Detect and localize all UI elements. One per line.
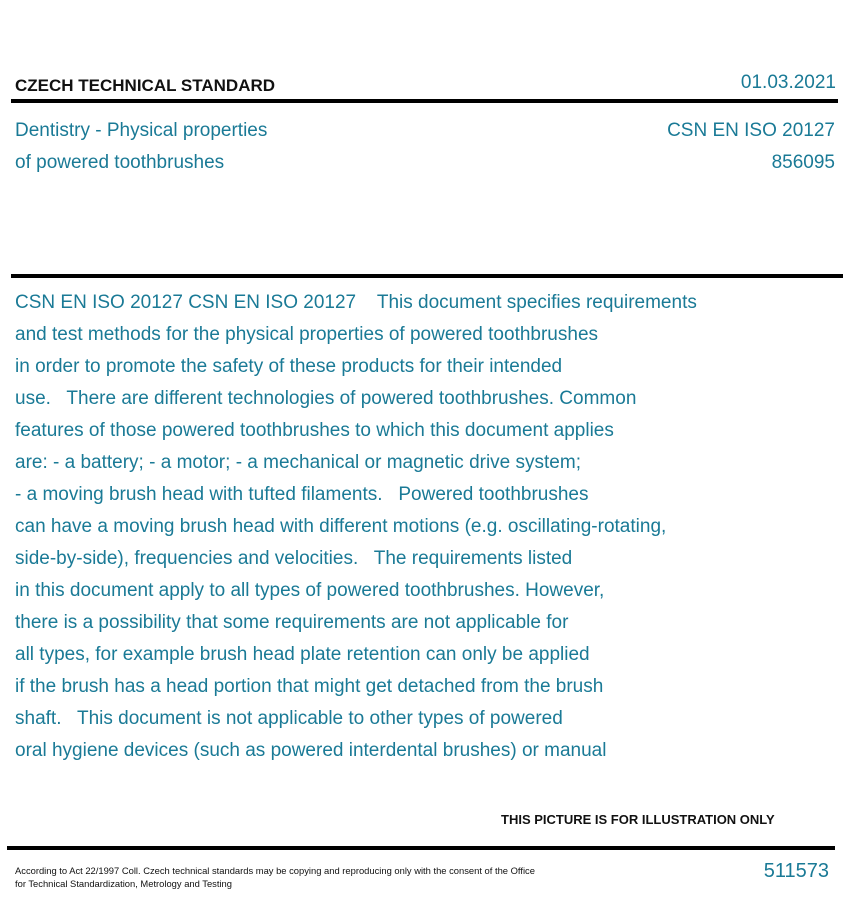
legal-notice bbox=[15, 864, 585, 890]
abstract-line: features of those powered toothbrushes to which this document applies bbox=[15, 420, 614, 441]
publication-date: 01.03.2021 bbox=[740, 72, 836, 93]
abstract-line: oral hygiene devices (such as powered interdental brushes) or manual bbox=[15, 740, 607, 761]
legal-line: According to Act 22/1997 Coll. Czech technical standards may be copying and reproducing only with the consent of the Office bbox=[15, 865, 535, 876]
footer-divider bbox=[7, 846, 835, 850]
standard-type-label: CZECH TECHNICAL STANDARD bbox=[15, 76, 276, 95]
abstract-line: can have a moving brush head with different motions (e.g. oscillating-rotating, bbox=[15, 516, 667, 537]
abstract-line: side-by-side), frequencies and velocities. The requirements listed bbox=[15, 548, 573, 569]
legal-line: for Technical Standardization, Metrology and Testing bbox=[15, 878, 232, 889]
abstract-line: if the brush has a head portion that might get detached from the brush bbox=[15, 676, 604, 697]
title-line: Dentistry - Physical properties bbox=[15, 120, 268, 141]
abstract-line: shaft. This document is not applicable to other types of powered bbox=[15, 708, 563, 729]
class-code: 856095 bbox=[771, 152, 835, 173]
illustration-notice: THIS PICTURE IS FOR ILLUSTRATION ONLY bbox=[501, 812, 775, 827]
abstract-line: - a moving brush head with tufted filaments. Powered toothbrushes bbox=[15, 484, 589, 505]
standard-number: CSN EN ISO 20127 bbox=[667, 120, 835, 141]
standard-title bbox=[15, 115, 267, 179]
title-divider bbox=[11, 274, 843, 278]
standard-identifiers bbox=[667, 115, 835, 179]
abstract-line: all types, for example brush head plate retention can only be applied bbox=[15, 644, 590, 665]
abstract-line: there is a possibility that some requirements are not applicable for bbox=[15, 612, 569, 633]
document-number: 511573 bbox=[763, 860, 829, 882]
abstract-line: are: - a battery; - a motor; - a mechanical or magnetic drive system; bbox=[15, 452, 581, 473]
abstract-text bbox=[15, 287, 815, 767]
header-divider bbox=[11, 99, 838, 103]
abstract-line: in this document apply to all types of powered toothbrushes. However, bbox=[15, 580, 605, 601]
abstract-line: use. There are different technologies of powered toothbrushes. Common bbox=[15, 388, 637, 409]
title-line: of powered toothbrushes bbox=[15, 152, 225, 173]
abstract-line: CSN EN ISO 20127 CSN EN ISO 20127 This document specifies requirements bbox=[15, 292, 697, 313]
abstract-line: and test methods for the physical properties of powered toothbrushes bbox=[15, 324, 599, 345]
abstract-line: in order to promote the safety of these products for their intended bbox=[15, 356, 563, 377]
